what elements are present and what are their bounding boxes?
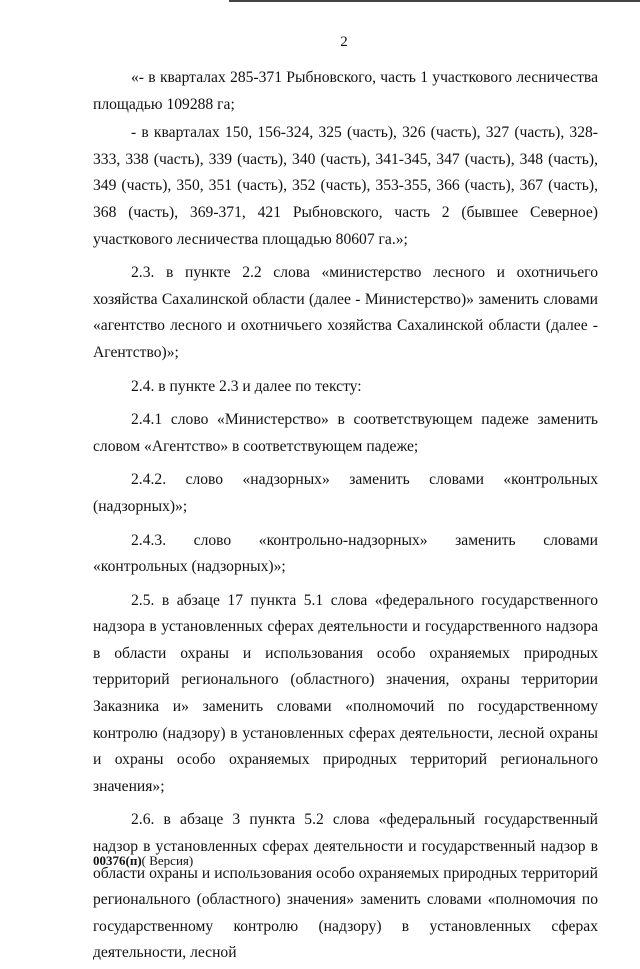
paragraph-2-5: 2.5. в абзаце 17 пункта 5.1 слова «федерального государственного надзора в установленных сферах деятельности и государственного надзора в области охраны и использования особо охраняемых природных территорий регионального (областного) значения, охраны территории Заказника и» заменить словами «полномочий по государственному контролю (надзору) в установленных сферах деятельности, лесной охраны и охраны особо охраняемых природных территорий регионального значения»;	[93, 591, 598, 795]
paragraph-quarters-part-2: - в кварталах 150, 156-324, 325 (часть), 326 (часть), 327 (часть), 328-333, 338 (часть), 339 (часть), 340 (часть), 341-345, 347 (часть), 348 (часть), 349 (часть), 350, 351 (часть), 352 (часть), 353-355, 366 (часть), 367 (часть), 368 (часть), 369-371, 421 Рыбновского, часть 2 (бывшее Северное) участкового лесничества площадью 80607 га.»;	[93, 124, 598, 248]
document-code: 00376(п)	[93, 853, 142, 868]
paragraph-2-4-3: 2.4.3. слово «контрольно-надзорных» заменить словами «контрольных (надзорных)»;	[93, 531, 598, 576]
paragraph-2-3: 2.3. в пункте 2.2 слова «министерство лесного и охотничьего хозяйства Сахалинской области (далее - Министерство)» заменить словами «агентство лесного и охотничьего хозяйства Сахалинской области (далее - Агентство)»;	[93, 264, 598, 361]
paragraph-quarters-part-1: «- в кварталах 285-371 Рыбновского, часть 1 участкового лесничества площадью 109288 га;	[93, 69, 598, 113]
paragraph-2-6: 2.6. в абзаце 3 пункта 5.2 слова «федеральный государственный надзор в установленных сферах деятельности и государственный надзор в области охраны и использования особо охраняемых природных территорий регионального (областного) значения» заменить словами «полномочия по государственному контролю (надзору) в установленных сферах деятельности, лесной	[93, 811, 598, 962]
document-body	[93, 65, 598, 969]
document-version: ( Версия)	[141, 853, 194, 868]
paragraph-2-4: 2.4. в пункте 2.3 и далее по тексту:	[131, 377, 362, 395]
document-footer	[93, 853, 193, 869]
paragraph-2-4-2: 2.4.2. слово «надзорных» заменить словами «контрольных (надзорных)»;	[93, 471, 598, 515]
page-number: 2	[340, 34, 348, 50]
scan-edge-line	[229, 0, 640, 2]
paragraph-2-4-1: 2.4.1 слово «Министерство» в соответствующем падеже заменить словом «Агентство» в соответствующем падеже;	[93, 411, 598, 455]
